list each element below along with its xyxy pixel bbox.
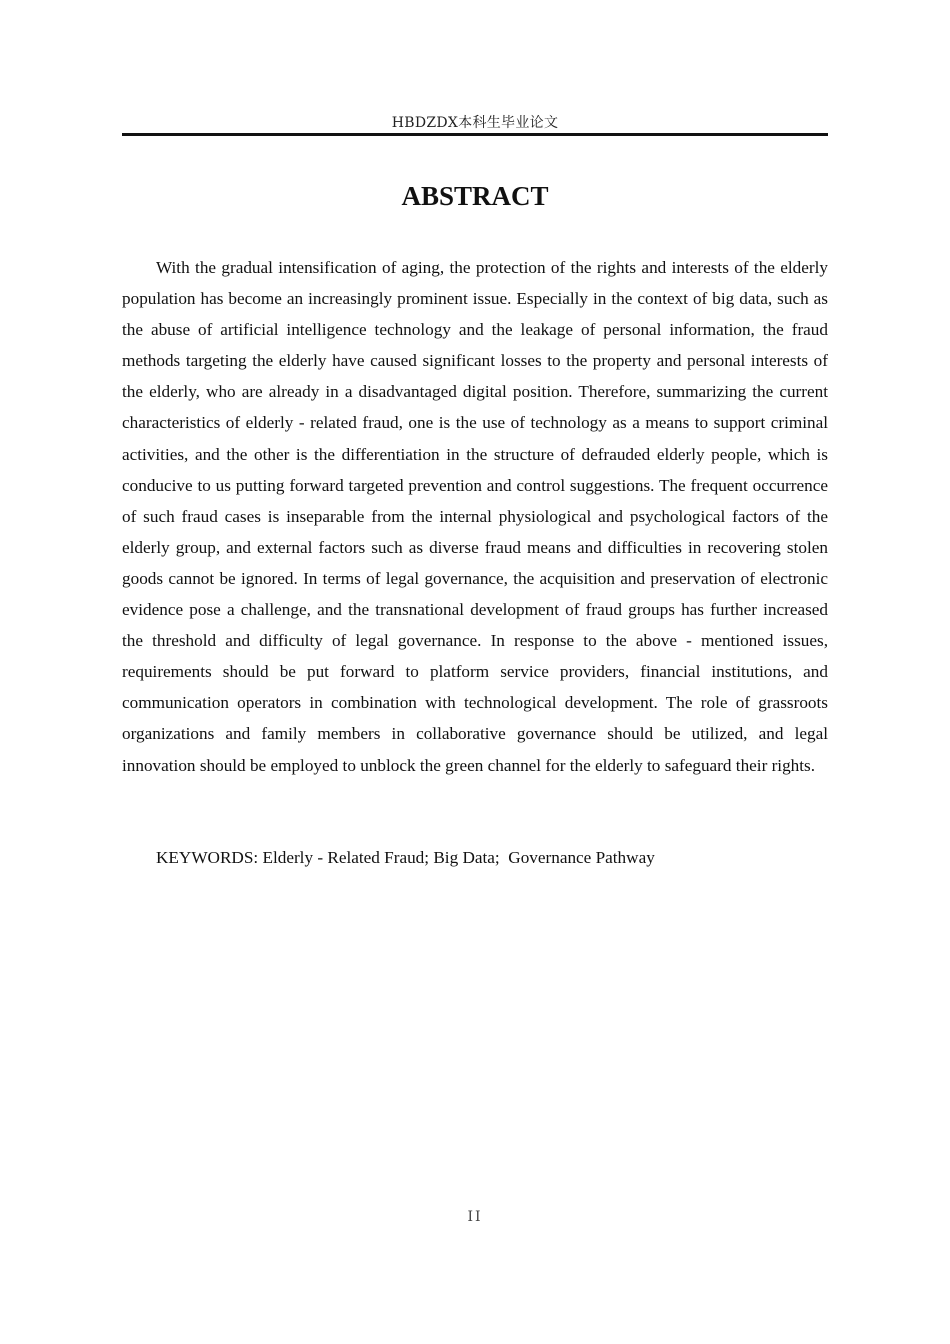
abstract-body: With the gradual intensification of aging, the protection of the rights and interests of the elderly population has become an increasingly prominent issue. Especially in the context of big data, such as the abuse of artificial intelligence technology and the leakage of personal information, the fraud methods targeting the elderly have caused significant losses to the property and personal interests of the elderly, who are already in a disadvantaged digital position. Therefore, summarizing the current characteristics of elderly - related fraud, one is the use of technology as a means to support criminal activities, and the other is the differentiation in the structure of defrauded elderly people, which is conducive to us putting forward targeted prevention and control suggestions. The frequent occurrence of such fraud cases is inseparable from the internal physiological and psychological factors of the elderly group, and external factors such as diverse fraud means and difficulties in recovering stolen goods cannot be ignored. In terms of legal governance, the acquisition and preservation of electronic evidence pose a challenge, and the transnational development of fraud groups has further increased the threshold and difficulty of legal governance. In response to the above - mentioned issues, requirements should be put forward to platform service providers, financial institutions, and communication operators in combination with technological development. The role of grassroots organizations and family members in collaborative governance should be utilized, and legal innovation should be employed to unblock the green channel for the elderly to safeguard their rights. (122, 258, 828, 775)
header-rule (122, 133, 828, 136)
abstract-title: ABSTRACT (401, 181, 549, 211)
page-number: II (467, 1209, 483, 1225)
keywords-line: KEYWORDS: Elderly - Related Fraud; Big Data; Governance Pathway (156, 848, 655, 867)
running-header: HBDZDX本科生毕业论文 (391, 115, 559, 131)
